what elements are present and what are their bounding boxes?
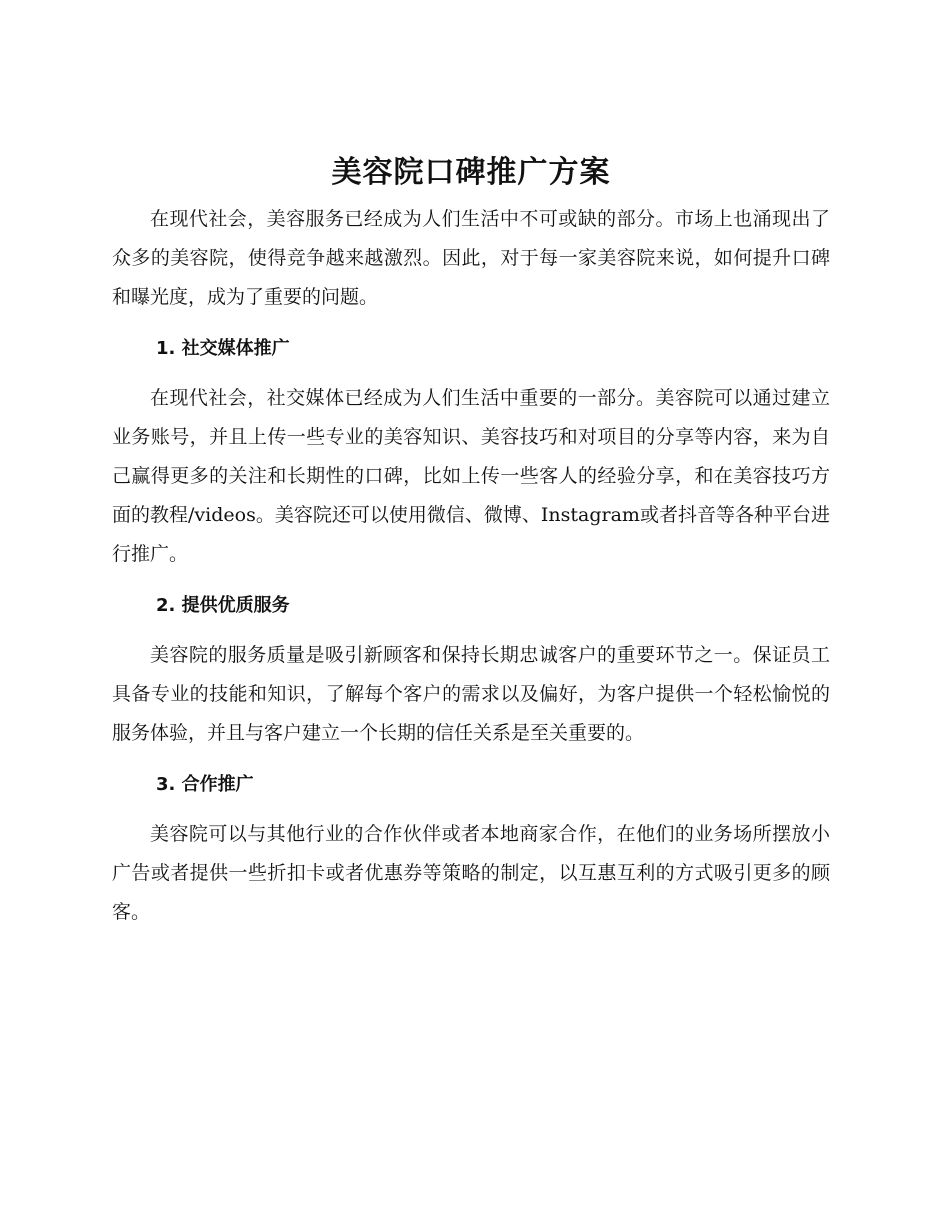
section-heading: 2. 提供优质服务	[156, 595, 290, 616]
section-heading: 1. 社交媒体推广	[156, 338, 290, 359]
section-body: 美容院的服务质量是吸引新顾客和保持长期忠诚客户的重要环节之一。保证员工具备专业的技能和知识，了解每个客户的需求以及偏好，为客户提供一个轻松愉悦的服务体验，并且与客户建立一个长期的信任关系是至关重要的。	[112, 644, 830, 744]
section-social-media	[112, 331, 830, 574]
section-heading: 3. 合作推广	[156, 774, 254, 795]
section-body: 在现代社会，社交媒体已经成为人们生活中重要的一部分。美容院可以通过建立业务账号，并且上传一些专业的美容知识、美容技巧和对项目的分享等内容，来为自己赢得更多的关注和长期性的口碑，比如上传一些客人的经验分享，和在美容技巧方面的教程/videos。美容院还可以使用微信、微博、Instagram或者抖音等各种平台进行推广。	[112, 387, 830, 565]
section-body: 美容院可以与其他行业的合作伙伴或者本地商家合作，在他们的业务场所摆放小广告或者提供一些折扣卡或者优惠券等策略的制定，以互惠互利的方式吸引更多的顾客。	[112, 823, 830, 923]
section-quality-service	[112, 588, 830, 753]
document-title: 美容院口碑推广方案	[331, 155, 611, 190]
document-page	[112, 150, 830, 932]
section-partnership	[112, 767, 830, 932]
intro-paragraph: 在现代社会，美容服务已经成为人们生活中不可或缺的部分。市场上也涌现出了众多的美容院，使得竞争越来越激烈。因此，对于每一家美容院来说，如何提升口碑和曝光度，成为了重要的问题。	[112, 208, 830, 308]
